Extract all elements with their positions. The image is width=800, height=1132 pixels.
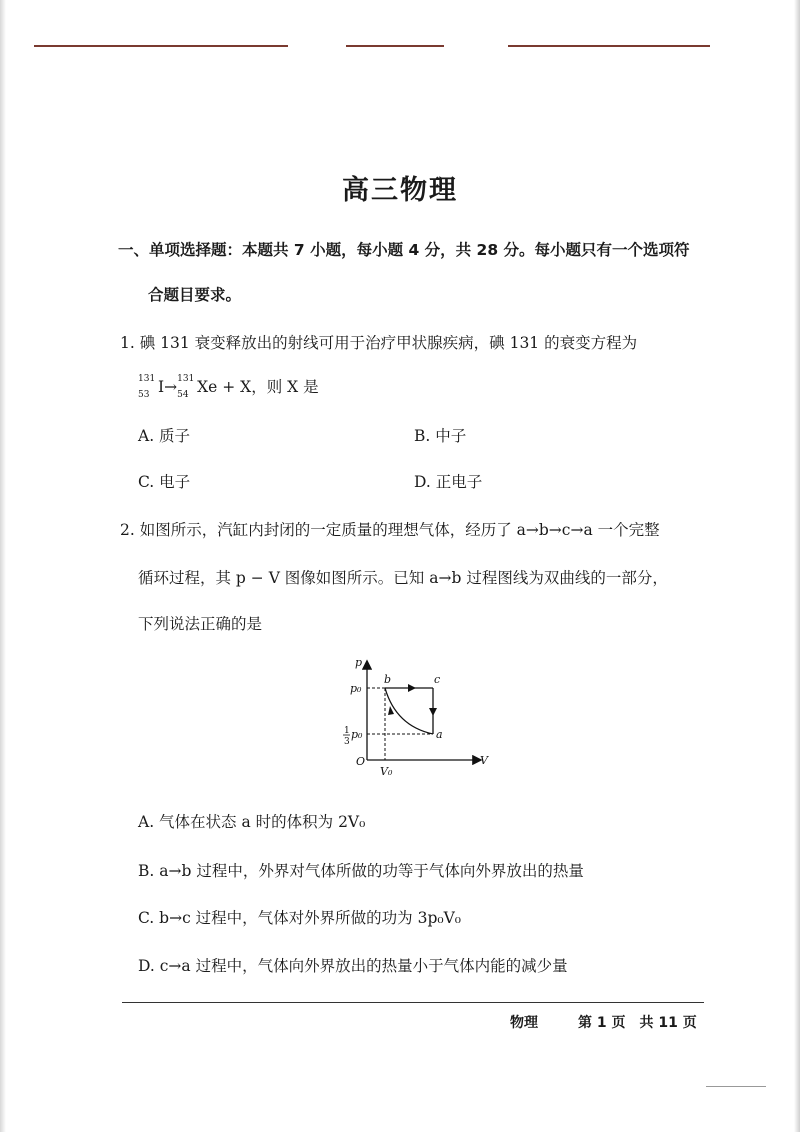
q1-option-a: A. 质子: [138, 427, 191, 445]
iodine-mass-number: 131: [138, 374, 156, 384]
q2-option-d: D. c→a 过程中，气体向外界放出的热量小于气体内能的减少量: [138, 957, 568, 975]
xenon-mass-number: 131: [177, 374, 195, 384]
header-rule-center: [346, 45, 444, 47]
q2-stem-line3: 下列说法正确的是: [138, 615, 263, 633]
iodine-atomic-number: 53: [138, 390, 150, 400]
section-heading: 一、单项选择题：本题共 7 小题，每小题 4 分，共 28 分。每小题只有一个选项符: [118, 241, 690, 259]
process-b-c-arrow: [408, 684, 416, 692]
q2-option-a: A. 气体在状态 a 时的体积为 2V₀: [138, 813, 366, 831]
process-c-a-arrow: [429, 708, 437, 716]
xenon-symbol: Xe: [197, 378, 218, 396]
pv-diagram: [330, 652, 500, 782]
section-heading-cont: 合题目要求。: [148, 286, 242, 304]
state-b-label: b: [384, 673, 392, 686]
third-p0-label: p₀: [351, 728, 363, 741]
p-axis-label: p: [355, 656, 363, 669]
p0-label: p₀: [350, 682, 362, 695]
v0-label: V₀: [380, 765, 393, 778]
footer-rule: [122, 1002, 704, 1003]
footer-subject: 物理: [510, 1015, 538, 1031]
xenon-atomic-number: 54: [177, 390, 189, 400]
q2-stem-line2: 循环过程，其 p − V 图像如图所示。已知 a→b 过程图线为双曲线的一部分，: [138, 569, 668, 587]
header-rule-right: [508, 45, 710, 47]
q1-equation: [138, 374, 319, 400]
xenon-nuclide: [177, 374, 197, 400]
q1-option-b: B. 中子: [414, 427, 467, 445]
origin-label: O: [356, 755, 366, 768]
state-c-label: c: [434, 673, 441, 686]
bottom-scan-rule: [706, 1086, 766, 1087]
header-rule-left: [34, 45, 288, 47]
v-axis-label: V: [480, 754, 488, 767]
state-a-label: a: [436, 728, 443, 741]
iodine-nuclide: [138, 374, 158, 400]
footer-page-number: 第 1 页 共 11 页: [578, 1015, 697, 1031]
third-num: 1: [344, 726, 350, 736]
q1-option-c: C. 电子: [138, 473, 191, 491]
iodine-symbol: I: [158, 378, 165, 396]
equation-tail: + X，则 X 是: [217, 378, 319, 396]
q1-stem: 1. 碘 131 衰变释放出的射线可用于治疗甲状腺疾病，碘 131 的衰变方程为: [120, 334, 638, 352]
page-title: 高三物理: [342, 175, 458, 206]
q2-option-c: C. b→c 过程中，气体对外界所做的功为 3p₀V₀: [138, 909, 462, 927]
third-den: 3: [344, 737, 350, 747]
q1-option-d: D. 正电子: [414, 473, 483, 491]
q2-stem-line1: 2. 如图所示，汽缸内封闭的一定质量的理想气体，经历了 a→b→c→a 一个完整: [120, 521, 660, 539]
q2-option-b: B. a→b 过程中，外界对气体所做的功等于气体向外界放出的热量: [138, 862, 584, 880]
decay-arrow: →: [164, 378, 178, 396]
